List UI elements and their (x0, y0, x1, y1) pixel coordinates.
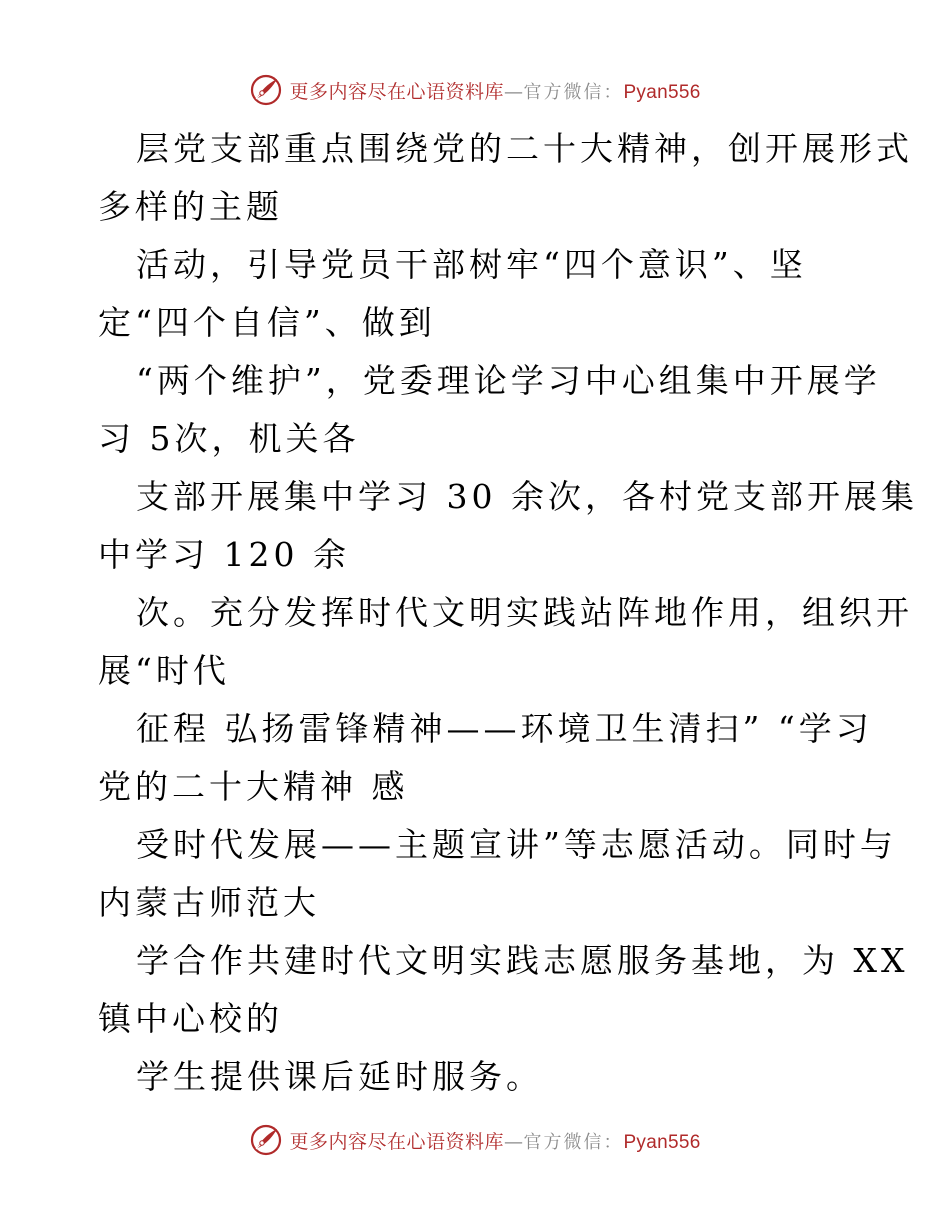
body-line: 中学习 120 余 (98, 535, 350, 574)
document-body (98, 120, 918, 1106)
body-line: 定“四个自信”、做到 (98, 303, 436, 342)
quill-pen-logo-icon (249, 1123, 283, 1157)
body-line: 党的二十大精神 感 (98, 767, 409, 806)
body-line: 次。充分发挥时代文明实践站阵地作用，组织开 (136, 593, 913, 632)
footer-separator: — (503, 1130, 524, 1153)
body-line: 镇中心校的 (98, 999, 283, 1038)
quill-pen-logo-icon (249, 73, 283, 107)
body-line: 展“时代 (98, 651, 230, 690)
footer-wechat-label: 官方微信： (523, 1131, 624, 1153)
header-text (289, 77, 700, 104)
body-line: 学生提供课后延时服务。 (136, 1057, 543, 1096)
header-wechat-label: 官方微信： (523, 81, 624, 103)
body-line: 征程 弘扬雷锋精神——环境卫生清扫” “学习 (136, 709, 873, 748)
footer-text (289, 1127, 700, 1154)
header-slogan: 更多内容尽在心语资料库 (289, 80, 504, 103)
footer-banner (0, 1120, 950, 1160)
header-wechat-id: Pyan556 (623, 81, 701, 103)
header-banner (0, 70, 950, 110)
body-line: 学合作共建时代文明实践志愿服务基地，为 XX (136, 941, 909, 980)
body-line: 习 5次，机关各 (98, 419, 360, 458)
footer-wechat-id: Pyan556 (623, 1131, 701, 1153)
header-separator: — (503, 80, 524, 103)
body-line: 受时代发展——主题宣讲”等志愿活动。同时与 (136, 825, 897, 864)
body-line: 多样的主题 (98, 187, 283, 226)
body-line: 层党支部重点围绕党的二十大精神，创开展形式 (136, 129, 913, 168)
body-line: 支部开展集中学习 30 余次，各村党支部开展集 (136, 477, 918, 516)
body-line: “两个维护”，党委理论学习中心组集中开展学 (136, 361, 881, 400)
footer-slogan: 更多内容尽在心语资料库 (289, 1130, 504, 1153)
body-line: 活动，引导党员干部树牢“四个意识”、坚 (136, 245, 807, 284)
body-line: 内蒙古师范大 (98, 883, 320, 922)
